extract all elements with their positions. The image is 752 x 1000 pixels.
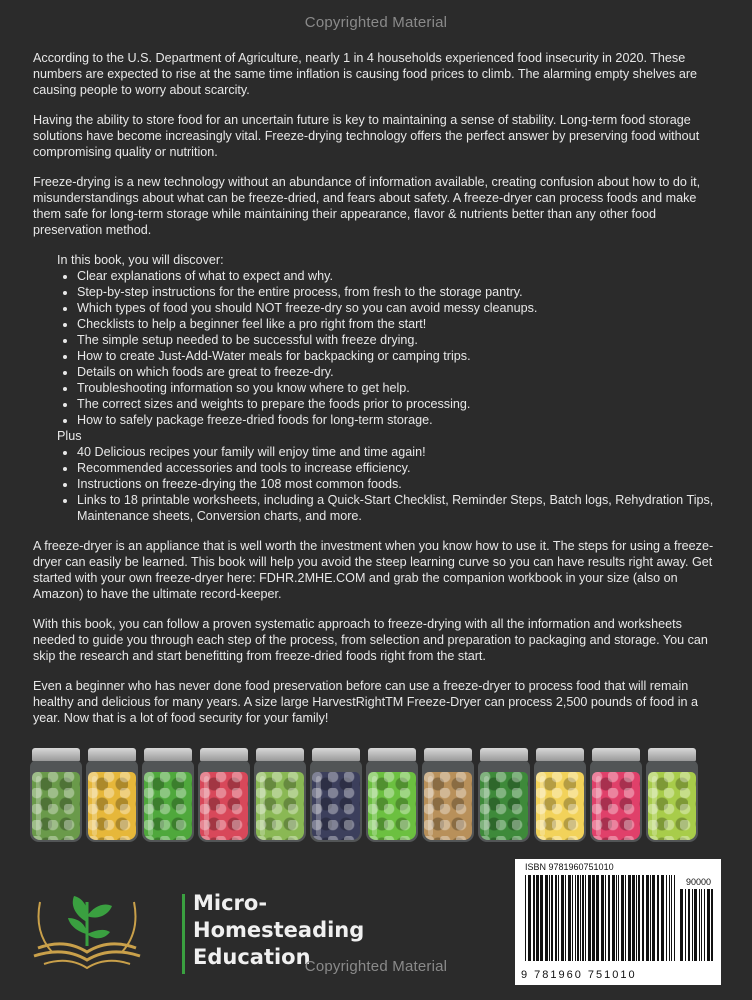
isbn-number: 9 781960 751010	[521, 969, 637, 981]
logo-line-1: Micro-	[193, 891, 268, 915]
jar-photo-row	[30, 748, 698, 844]
list-item: • The simple setup needed to be successful with freeze drying.	[77, 332, 723, 348]
jar-image	[86, 748, 138, 844]
barcode-bar	[580, 875, 581, 961]
jar-shine	[36, 776, 41, 836]
list-item: • Which types of food you should NOT freeze-dry so you can avoid messy cleanups.	[77, 300, 723, 316]
jar-lid	[368, 748, 416, 761]
barcode-bar	[688, 889, 690, 961]
jar-image	[30, 748, 82, 844]
jar-lid	[256, 748, 304, 761]
barcode-bar	[646, 875, 649, 961]
jar-image	[366, 748, 418, 844]
copyright-watermark-top: Copyrighted Material	[304, 14, 448, 31]
barcode-bar	[661, 875, 664, 961]
barcode-bar	[636, 875, 637, 961]
barcode-bar	[601, 875, 604, 961]
barcode-bar	[568, 875, 571, 961]
barcode-bar	[585, 875, 586, 961]
barcode-bar	[525, 875, 526, 961]
barcode-bar	[582, 875, 584, 961]
plus-list	[57, 444, 723, 524]
price-barcode-bars	[680, 889, 714, 961]
jar-shine	[260, 776, 265, 836]
jar-image	[590, 748, 642, 844]
barcode-bar	[632, 875, 635, 961]
barcode-bar	[621, 875, 624, 961]
barcode-bar	[528, 875, 531, 961]
barcode-bar	[596, 875, 599, 961]
jar-glass	[422, 760, 474, 842]
barcode-bar	[657, 875, 659, 961]
jar-shine	[148, 776, 153, 836]
list-item: • How to create Just-Add-Water meals for backpacking or camping trips.	[77, 348, 723, 364]
jar-image	[422, 748, 474, 844]
copyright-watermark-bottom: Copyrighted Material	[304, 958, 448, 975]
jar-lid	[424, 748, 472, 761]
jar-shine	[652, 776, 657, 836]
jar-glass	[86, 760, 138, 842]
jar-lid	[200, 748, 248, 761]
list-item: • The correct sizes and weights to prepare the foods prior to processing.	[77, 396, 723, 412]
list-item: • Step-by-step instructions for the entire process, from fresh to the storage pantry.	[77, 284, 723, 300]
list-item: • Checklists to help a beginner feel like a pro right from the start!	[77, 316, 723, 332]
barcode-bar	[588, 875, 591, 961]
jar-lid	[312, 748, 360, 761]
barcode-bar	[674, 875, 675, 961]
paragraph-food-insecurity: According to the U.S. Department of Agriculture, nearly 1 in 4 households experienced food insecurity in 2020. These numbers are expected to rise at the same time inflation is causing food prices to climb. The alarming empty shelves are causing people to worry about scarcity.	[33, 51, 698, 97]
barcode-bar	[628, 875, 631, 961]
jar-image	[254, 748, 306, 844]
paragraph-appliance: A freeze-dryer is an appliance that is well worth the investment when you know how to use it. The steps for using a freeze-dryer can easily be learned. This book will help you avoid the steep learning curve so you can have results right away. Get started with your own freeze-dryer here: FDHR.2MHE.COM and grab the companion workbook in your size (also on Amazon) to have the ultimate record-keeper.	[33, 539, 714, 601]
jar-lid	[144, 748, 192, 761]
discover-section	[57, 252, 723, 524]
jar-glass	[254, 760, 306, 842]
discover-intro: In this book, you will discover:	[57, 253, 224, 267]
barcode-bar	[642, 875, 644, 961]
list-item: • 40 Delicious recipes your family will enjoy time and time again!	[77, 444, 723, 460]
barcode-bar	[540, 875, 543, 961]
barcode-bar	[558, 875, 559, 961]
barcode-bar	[704, 889, 705, 961]
jar-glass	[478, 760, 530, 842]
barcode-bar	[565, 875, 566, 961]
jar-glass	[30, 760, 82, 842]
barcode-bar	[671, 875, 672, 961]
jar-lid	[536, 748, 584, 761]
jar-image	[478, 748, 530, 844]
list-item: • Links to 18 printable worksheets, including a Quick-Start Checklist, Reminder Steps, Batch logs, Rehydration Tips, Maintenance sheets, Conversion charts, and more.	[77, 492, 723, 524]
barcode-bar	[572, 875, 573, 961]
barcode-bar	[699, 889, 700, 961]
back-cover-text	[33, 50, 723, 740]
jar-shine	[484, 776, 489, 836]
jar-shine	[204, 776, 209, 836]
jar-shine	[316, 776, 321, 836]
barcode-bar	[551, 875, 553, 961]
barcode-bar	[638, 875, 640, 961]
logo-line-3: Education	[193, 945, 311, 969]
jar-shine	[92, 776, 97, 836]
barcode-bar	[577, 875, 579, 961]
jar-lid	[88, 748, 136, 761]
jar-glass	[310, 760, 362, 842]
jar-shine	[540, 776, 545, 836]
jar-shine	[596, 776, 601, 836]
plus-label: Plus	[57, 429, 82, 443]
jar-image	[310, 748, 362, 844]
jar-lid	[648, 748, 696, 761]
paragraph-freeze-drying: Freeze-drying is a new technology without an abundance of information available, creating confusion about how to do it, misunderstandings about what can be freeze-dried, and fears about safety. A freeze-dryer can process foods and make them safe for long-term storage while maintaining their appearance, flavor & nutrients better than any other food preservation method.	[33, 175, 701, 237]
barcode-bar	[701, 889, 702, 961]
jar-glass	[646, 760, 698, 842]
barcode-bar	[608, 875, 610, 961]
jar-image	[142, 748, 194, 844]
barcode-bar	[536, 875, 539, 961]
jar-lid	[480, 748, 528, 761]
jar-lid	[32, 748, 80, 761]
list-item: • Details on which foods are great to freeze-dry.	[77, 364, 723, 380]
barcode-bar	[625, 875, 626, 961]
barcode-bar	[555, 875, 557, 961]
jar-image	[198, 748, 250, 844]
list-item: • Troubleshooting information so you know where to get help.	[77, 380, 723, 396]
barcode-bar	[618, 875, 619, 961]
jar-shine	[428, 776, 433, 836]
barcode-bar	[605, 875, 606, 961]
barcode-bar	[549, 875, 550, 961]
price-code: 90000	[685, 877, 711, 887]
discover-list	[57, 268, 723, 428]
jar-lid	[592, 748, 640, 761]
barcode-bar	[666, 875, 667, 961]
barcode-bar	[612, 875, 615, 961]
paragraph-food-storage: Having the ability to store food for an uncertain future is key to maintaining a sense of stability. Long-term food storage solutions have become increasingly vital. Freeze-drying technology offers the perfect answer by preserving food without compromising quality or nutrition.	[33, 113, 700, 159]
jar-glass	[142, 760, 194, 842]
barcode-bars	[525, 875, 675, 961]
list-item: • How to safely package freeze-dried foods for long-term storage.	[77, 412, 723, 428]
jar-glass	[534, 760, 586, 842]
jar-glass	[366, 760, 418, 842]
barcode-bar	[680, 889, 683, 961]
jar-glass	[590, 760, 642, 842]
barcode-bar	[650, 875, 651, 961]
jar-shine	[372, 776, 377, 836]
jar-image	[534, 748, 586, 844]
paragraph-systematic: With this book, you can follow a proven systematic approach to freeze-drying with all the information and worksheets needed to guide you through each step of the process, from selection and preparation to packaging and storage. You can skip the research and start benefitting from freeze-dried foods right from the start.	[33, 617, 708, 663]
list-item: • Clear explanations of what to expect and why.	[77, 268, 723, 284]
jar-image	[646, 748, 698, 844]
barcode-bar	[685, 889, 686, 961]
barcode-bar	[692, 889, 693, 961]
isbn-label: ISBN 9781960751010	[525, 862, 614, 872]
barcode-bar	[707, 889, 710, 961]
list-item: • Recommended accessories and tools to increase efficiency.	[77, 460, 723, 476]
barcode-bar	[711, 889, 713, 961]
barcode-bar	[616, 875, 617, 961]
barcode-bar	[575, 875, 576, 961]
barcode-bar	[694, 889, 697, 961]
list-item: • Instructions on freeze-drying the 108 most common foods.	[77, 476, 723, 492]
barcode-bar	[533, 875, 535, 961]
barcode-bar	[592, 875, 595, 961]
jar-glass	[198, 760, 250, 842]
barcode-bar	[561, 875, 564, 961]
paragraph-beginner: Even a beginner who has never done food preservation before can use a freeze-dryer to process food that will remain healthy and delicious for many years. A size large HarvestRightTM Freeze-Dryer can process 2,500 pounds of food in a year. Now that is a lot of food security for your family!	[33, 679, 699, 725]
barcode-bar	[545, 875, 548, 961]
barcode-bar	[669, 875, 670, 961]
logo-line-2: Homesteading	[193, 918, 365, 942]
barcode-bar	[652, 875, 655, 961]
